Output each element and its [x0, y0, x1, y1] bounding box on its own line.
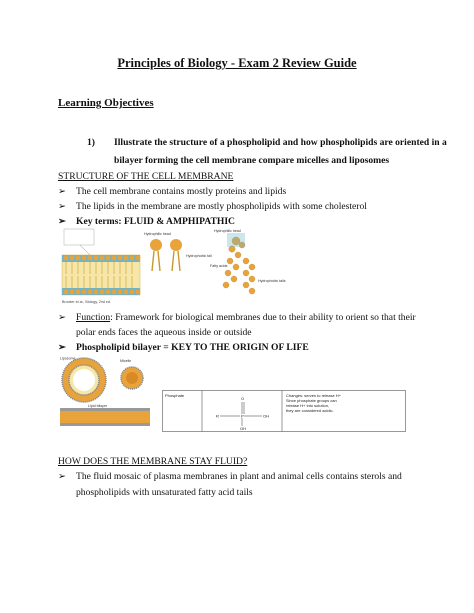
bullet-arrow-icon: ➢ [58, 471, 67, 482]
bullet-arrow-icon: ➢ [58, 342, 67, 353]
bilayer-text: Phospholipid bilayer = KEY TO THE ORIGIN OF LIFE [76, 342, 309, 353]
fluid-mosaic-text-continued: phospholipids with unsaturated fatty acid tails [76, 487, 253, 498]
function-term: Function [76, 312, 111, 323]
figure1-label: Hydrophobic tail [186, 254, 212, 258]
svg-text:R: R [216, 413, 219, 419]
figure2-label: Liposome [60, 356, 76, 361]
key-terms-text: Key terms: FLUID & AMPHIPATHIC [76, 216, 235, 227]
svg-text:P: P [241, 413, 244, 419]
figure2-label: Micelle [120, 359, 132, 363]
figure1-label: Hydrophilic head [144, 232, 171, 236]
figure1-label: Fatty acids [210, 264, 228, 268]
document-title: Principles of Biology - Exam 2 Review Guide [117, 56, 357, 70]
bullet-item-key-terms [58, 216, 235, 227]
learning-objectives-heading: Learning Objectives [58, 97, 154, 109]
figure1-label: Hydrophobic tails [258, 279, 286, 283]
function-text: : Framework for biological membranes due to their ability to orient so that their [110, 312, 416, 323]
svg-text:OH: OH [240, 426, 246, 431]
section-heading-structure: STRUCTURE OF THE CELL MEMBRANE [58, 171, 234, 182]
table-cell-text: release H+ into solution, [286, 403, 330, 408]
bullet-arrow-icon: ➢ [58, 216, 67, 227]
figure1-caption: Brooker et al., Biology, 2nd ed. [62, 300, 111, 304]
bullet-item [58, 186, 286, 197]
table-cell-text: they are considered acidic. [286, 408, 334, 413]
objective-line-1: Illustrate the structure of a phospholipid and how phospholipids are oriented in a [114, 137, 447, 148]
phosphate-table-figure [162, 390, 406, 432]
figure1-label: Hydrophilic head [214, 229, 241, 233]
fluid-mosaic-text: The fluid mosaic of plasma membranes in plant and animal cells contains sterols and [76, 471, 402, 482]
objective-number: 1) [87, 137, 95, 148]
bullet-arrow-icon: ➢ [58, 201, 67, 212]
svg-text:OH: OH [263, 413, 269, 419]
table-cell-text: Changes: serves to release H+ [286, 393, 342, 398]
bullet-item-function [58, 312, 416, 323]
objective-line-2: bilayer forming the cell membrane compare micelles and liposomes [114, 155, 390, 166]
table-cell-phosphate: Phosphate [165, 393, 185, 398]
bullet-item-fluid-mosaic [58, 471, 402, 482]
table-cell-text: Since phosphate groups can [286, 398, 337, 403]
bullet-item-bilayer [58, 342, 309, 353]
phospholipid-bilayer-figure [60, 227, 296, 305]
bullet-text: The cell membrane contains mostly proteins and lipids [76, 186, 287, 197]
liposome-micelle-figure [58, 356, 154, 428]
svg-text:O: O [241, 396, 245, 401]
bullet-arrow-icon: ➢ [58, 312, 67, 323]
bullet-arrow-icon: ➢ [58, 186, 67, 197]
section-heading-fluid: HOW DOES THE MEMBRANE STAY FLUID? [58, 456, 248, 467]
figure2-label: Lipid bilayer [88, 404, 108, 408]
function-text-continued: polar ends faces the aqueous inside or outside [76, 327, 252, 338]
bullet-text: The lipids in the membrane are mostly phospholipids with some cholesterol [76, 201, 367, 212]
bullet-item [58, 201, 367, 212]
